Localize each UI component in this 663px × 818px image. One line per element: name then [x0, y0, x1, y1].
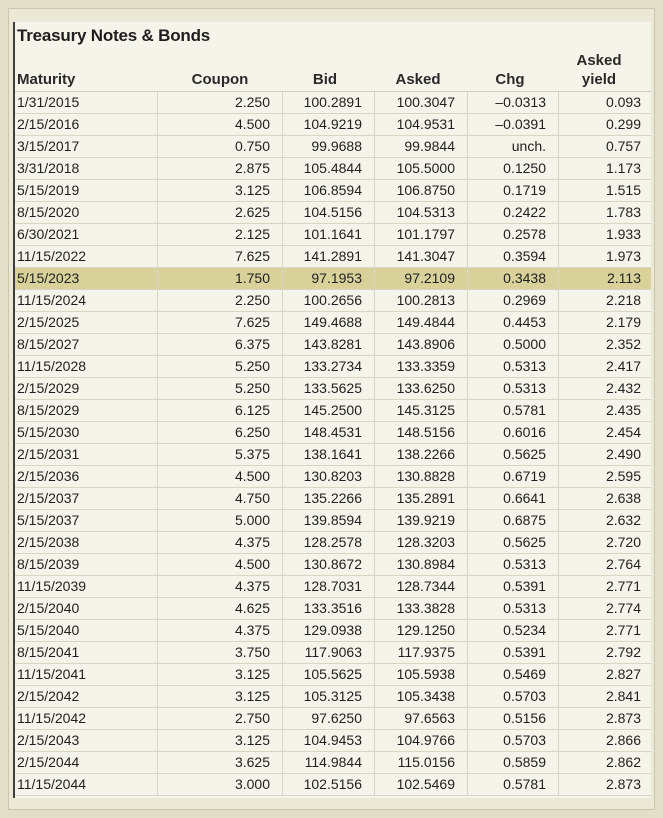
cell-chg: 0.5781 — [503, 402, 546, 418]
cell-yield: 2.771 — [605, 622, 641, 638]
cell-bid: 130.8672 — [303, 556, 362, 572]
cell-yield: 2.113 — [607, 270, 641, 286]
cell-yield: 1.173 — [605, 160, 641, 176]
cell-bid: 133.5625 — [303, 380, 362, 396]
cell-asked: 105.5938 — [396, 666, 455, 682]
cell-coupon: 3.000 — [234, 776, 270, 792]
cell-maturity: 8/15/2041 — [17, 644, 80, 660]
cell-yield: 2.873 — [605, 710, 641, 726]
cell-asked: 148.5156 — [396, 424, 455, 440]
cell-maturity: 8/15/2027 — [17, 336, 80, 352]
cell-maturity: 2/15/2036 — [17, 468, 80, 484]
table-row — [15, 422, 651, 444]
cell-chg: 0.5625 — [503, 446, 546, 462]
cell-asked: 104.5313 — [396, 204, 455, 220]
cell-yield: 2.595 — [605, 468, 641, 484]
cell-bid: 104.5156 — [303, 204, 362, 220]
cell-chg: unch. — [511, 138, 546, 154]
cell-yield: 2.764 — [605, 556, 641, 572]
cell-maturity: 2/15/2037 — [17, 490, 80, 506]
cell-chg: 0.5156 — [503, 710, 546, 726]
cell-chg: –0.0313 — [495, 94, 546, 110]
cell-chg: 0.5703 — [503, 688, 546, 704]
cell-bid: 139.8594 — [303, 512, 362, 528]
table-row — [15, 686, 651, 708]
cell-bid: 135.2266 — [303, 490, 362, 506]
cell-bid: 97.1953 — [311, 270, 362, 286]
cell-bid: 141.2891 — [303, 248, 362, 264]
cell-yield: 2.841 — [605, 688, 641, 704]
table-row — [15, 774, 651, 796]
cell-yield: 1.933 — [605, 226, 641, 242]
cell-chg: 0.2969 — [503, 292, 546, 308]
table-body — [15, 92, 651, 796]
cell-coupon: 2.875 — [234, 160, 270, 176]
cell-chg: –0.0391 — [495, 116, 546, 132]
cell-maturity: 2/15/2044 — [17, 754, 80, 770]
header-asked-yield-line1: Asked — [576, 52, 622, 69]
cell-maturity: 11/15/2041 — [17, 666, 87, 682]
cell-yield: 2.827 — [605, 666, 641, 682]
cell-yield: 2.179 — [605, 314, 641, 330]
treasury-table — [13, 22, 651, 798]
cell-bid: 105.4844 — [303, 160, 362, 176]
cell-maturity: 11/15/2044 — [17, 776, 87, 792]
cell-maturity: 3/15/2017 — [17, 138, 80, 154]
table-row — [15, 598, 651, 620]
cell-maturity: 5/15/2030 — [17, 424, 80, 440]
cell-maturity: 2/15/2038 — [17, 534, 80, 550]
cell-asked: 105.5000 — [396, 160, 455, 176]
cell-coupon: 6.125 — [234, 402, 270, 418]
cell-asked: 100.3047 — [396, 94, 455, 110]
cell-bid: 128.7031 — [303, 578, 362, 594]
cell-coupon: 2.250 — [234, 292, 270, 308]
table-row — [15, 708, 651, 730]
cell-asked: 128.3203 — [396, 534, 455, 550]
cell-chg: 0.5313 — [503, 358, 546, 374]
cell-chg: 0.5313 — [503, 556, 546, 572]
cell-maturity: 5/15/2023 — [17, 270, 80, 286]
table-row — [15, 246, 651, 268]
cell-chg: 0.5703 — [503, 732, 546, 748]
cell-asked: 104.9766 — [396, 732, 455, 748]
table-row — [15, 92, 651, 114]
cell-maturity: 8/15/2039 — [17, 556, 80, 572]
cell-coupon: 5.000 — [234, 512, 270, 528]
header-bid: Bid — [312, 71, 338, 88]
cell-bid: 105.5625 — [303, 666, 362, 682]
cell-chg: 0.5313 — [503, 380, 546, 396]
cell-coupon: 2.250 — [234, 94, 270, 110]
cell-coupon: 3.125 — [234, 666, 270, 682]
cell-coupon: 7.625 — [234, 248, 270, 264]
cell-chg: 0.5391 — [503, 644, 546, 660]
cell-maturity: 1/31/2015 — [17, 94, 80, 110]
table-row — [15, 224, 651, 246]
cell-yield: 2.432 — [605, 380, 641, 396]
table-row — [15, 312, 651, 334]
cell-coupon: 2.625 — [234, 204, 270, 220]
cell-bid: 138.1641 — [303, 446, 362, 462]
cell-asked: 117.9375 — [397, 644, 455, 660]
cell-asked: 115.0156 — [397, 754, 455, 770]
cell-asked: 101.1797 — [396, 226, 455, 242]
cell-maturity: 2/15/2042 — [17, 688, 80, 704]
cell-chg: 0.2578 — [503, 226, 546, 242]
cell-chg: 0.2422 — [503, 204, 546, 220]
table-row — [15, 334, 651, 356]
cell-asked: 130.8984 — [396, 556, 455, 572]
cell-coupon: 4.375 — [234, 622, 270, 638]
cell-chg: 0.5234 — [503, 622, 546, 638]
cell-yield: 0.757 — [605, 138, 641, 154]
cell-maturity: 5/15/2019 — [17, 182, 80, 198]
cell-yield: 1.783 — [605, 204, 641, 220]
table-row — [15, 114, 651, 136]
cell-chg: 0.5781 — [503, 776, 546, 792]
cell-maturity: 2/15/2016 — [17, 116, 80, 132]
cell-asked: 145.3125 — [396, 402, 455, 418]
cell-maturity: 2/15/2040 — [17, 600, 80, 616]
cell-bid: 143.8281 — [303, 336, 362, 352]
cell-yield: 2.435 — [605, 402, 641, 418]
cell-maturity: 8/15/2020 — [17, 204, 80, 220]
table-row — [15, 510, 651, 532]
cell-yield: 1.515 — [605, 182, 641, 198]
cell-asked: 133.6250 — [396, 380, 455, 396]
table-row — [15, 488, 651, 510]
cell-asked: 100.2813 — [396, 292, 455, 308]
cell-bid: 130.8203 — [303, 468, 362, 484]
table-row — [15, 356, 651, 378]
table-row — [15, 664, 651, 686]
cell-maturity: 11/15/2042 — [17, 710, 87, 726]
cell-maturity: 11/15/2024 — [17, 292, 87, 308]
table-row — [15, 466, 651, 488]
header-asked-yield-line2: yield — [581, 71, 617, 88]
table-row — [15, 378, 651, 400]
cell-asked: 138.2266 — [396, 446, 455, 462]
cell-coupon: 4.500 — [234, 468, 270, 484]
cell-yield: 2.352 — [605, 336, 641, 352]
cell-maturity: 11/15/2022 — [17, 248, 87, 264]
table-row — [15, 576, 651, 598]
table-row — [15, 180, 651, 202]
cell-chg: 0.5469 — [503, 666, 546, 682]
cell-chg: 0.6875 — [503, 512, 546, 528]
cell-yield: 2.774 — [605, 600, 641, 616]
cell-maturity: 11/15/2028 — [17, 358, 87, 374]
cell-chg: 0.3594 — [503, 248, 546, 264]
table-row — [15, 202, 651, 224]
cell-bid: 148.4531 — [303, 424, 362, 440]
table-row — [15, 290, 651, 312]
cell-chg: 0.6016 — [503, 424, 546, 440]
cell-yield: 2.771 — [605, 578, 641, 594]
cell-maturity: 2/15/2029 — [17, 380, 80, 396]
cell-asked: 130.8828 — [396, 468, 455, 484]
cell-asked: 129.1250 — [396, 622, 455, 638]
cell-coupon: 3.125 — [234, 688, 270, 704]
cell-coupon: 0.750 — [234, 138, 270, 154]
cell-asked: 135.2891 — [396, 490, 455, 506]
header-maturity: Maturity — [17, 71, 76, 88]
cell-maturity: 5/15/2037 — [17, 512, 80, 528]
cell-yield: 2.218 — [605, 292, 641, 308]
cell-chg: 0.6641 — [503, 490, 546, 506]
table-row — [15, 554, 651, 576]
cell-yield: 2.792 — [605, 644, 641, 660]
table-row — [15, 400, 651, 422]
cell-bid: 104.9453 — [303, 732, 362, 748]
cell-coupon: 6.250 — [234, 424, 270, 440]
header-asked: Asked — [395, 71, 441, 88]
table-row — [15, 158, 651, 180]
cell-coupon: 5.250 — [234, 380, 270, 396]
cell-chg: 0.5000 — [503, 336, 546, 352]
cell-coupon: 5.250 — [234, 358, 270, 374]
cell-chg: 0.5625 — [503, 534, 546, 550]
cell-coupon: 5.375 — [234, 446, 270, 462]
cell-asked: 97.2109 — [404, 270, 455, 286]
cell-asked: 99.9844 — [404, 138, 455, 154]
cell-chg: 0.6719 — [503, 468, 546, 484]
cell-bid: 129.0938 — [303, 622, 362, 638]
cell-coupon: 4.500 — [234, 556, 270, 572]
cell-asked: 106.8750 — [396, 182, 455, 198]
cell-bid: 149.4688 — [303, 314, 362, 330]
cell-asked: 133.3359 — [396, 358, 455, 374]
cell-asked: 149.4844 — [396, 314, 455, 330]
cell-chg: 0.1719 — [503, 182, 546, 198]
cell-chg: 0.5859 — [503, 754, 546, 770]
cell-yield: 2.866 — [605, 732, 641, 748]
cell-coupon: 3.750 — [234, 644, 270, 660]
table-row — [15, 620, 651, 642]
cell-chg: 0.3438 — [503, 270, 546, 286]
cell-coupon: 4.750 — [234, 490, 270, 506]
cell-asked: 97.6563 — [404, 710, 455, 726]
cell-yield: 2.454 — [605, 424, 641, 440]
header-coupon: Coupon — [191, 71, 249, 88]
cell-asked: 141.3047 — [396, 248, 455, 264]
cell-yield: 0.299 — [605, 116, 641, 132]
header-asked-yield — [565, 51, 633, 89]
cell-bid: 99.9688 — [311, 138, 362, 154]
table-header — [15, 51, 651, 92]
cell-bid: 114.9844 — [304, 754, 362, 770]
cell-asked: 104.9531 — [396, 116, 455, 132]
table-row — [15, 730, 651, 752]
cell-coupon: 4.375 — [234, 578, 270, 594]
cell-asked: 105.3438 — [396, 688, 455, 704]
table-row — [15, 642, 651, 664]
cell-yield: 2.873 — [605, 776, 641, 792]
cell-asked: 143.8906 — [396, 336, 455, 352]
cell-yield: 2.638 — [605, 490, 641, 506]
cell-asked: 139.9219 — [396, 512, 455, 528]
cell-maturity: 2/15/2043 — [17, 732, 80, 748]
table-row — [15, 268, 651, 290]
cell-bid: 117.9063 — [304, 644, 362, 660]
cell-yield: 2.490 — [605, 446, 641, 462]
table-row — [15, 444, 651, 466]
cell-yield: 0.093 — [605, 94, 641, 110]
cell-chg: 0.5391 — [503, 578, 546, 594]
cell-coupon: 2.125 — [234, 226, 270, 242]
cell-bid: 133.2734 — [303, 358, 362, 374]
cell-bid: 128.2578 — [303, 534, 362, 550]
cell-maturity: 6/30/2021 — [17, 226, 80, 242]
cell-yield: 2.720 — [605, 534, 641, 550]
cell-bid: 106.8594 — [303, 182, 362, 198]
cell-bid: 100.2891 — [303, 94, 362, 110]
cell-asked: 133.3828 — [396, 600, 455, 616]
cell-coupon: 7.625 — [234, 314, 270, 330]
cell-coupon: 2.750 — [234, 710, 270, 726]
cell-chg: 0.5313 — [503, 600, 546, 616]
cell-bid: 102.5156 — [303, 776, 362, 792]
cell-bid: 97.6250 — [311, 710, 362, 726]
cell-coupon: 1.750 — [234, 270, 270, 286]
cell-coupon: 3.625 — [234, 754, 270, 770]
cell-yield: 2.417 — [605, 358, 641, 374]
cell-yield: 1.973 — [605, 248, 641, 264]
cell-coupon: 6.375 — [234, 336, 270, 352]
cell-maturity: 2/15/2025 — [17, 314, 80, 330]
cell-yield: 2.632 — [605, 512, 641, 528]
cell-bid: 101.1641 — [303, 226, 362, 242]
cell-coupon: 3.125 — [234, 182, 270, 198]
cell-maturity: 5/15/2040 — [17, 622, 80, 638]
table-row — [15, 136, 651, 158]
cell-coupon: 4.375 — [234, 534, 270, 550]
table-row — [15, 752, 651, 774]
cell-coupon: 4.625 — [234, 600, 270, 616]
cell-coupon: 3.125 — [234, 732, 270, 748]
cell-yield: 2.862 — [605, 754, 641, 770]
cell-bid: 104.9219 — [303, 116, 362, 132]
cell-asked: 102.5469 — [396, 776, 455, 792]
cell-asked: 128.7344 — [396, 578, 455, 594]
table-row — [15, 532, 651, 554]
cell-bid: 145.2500 — [303, 402, 362, 418]
cell-maturity: 8/15/2029 — [17, 402, 80, 418]
cell-bid: 100.2656 — [303, 292, 362, 308]
cell-maturity: 3/31/2018 — [17, 160, 80, 176]
cell-chg: 0.1250 — [503, 160, 546, 176]
cell-coupon: 4.500 — [234, 116, 270, 132]
header-chg: Chg — [495, 71, 525, 88]
cell-bid: 105.3125 — [303, 688, 362, 704]
cell-maturity: 11/15/2039 — [17, 578, 87, 594]
cell-chg: 0.4453 — [503, 314, 546, 330]
table-title: Treasury Notes & Bonds — [17, 26, 211, 45]
cell-bid: 133.3516 — [303, 600, 362, 616]
cell-maturity: 2/15/2031 — [17, 446, 80, 462]
